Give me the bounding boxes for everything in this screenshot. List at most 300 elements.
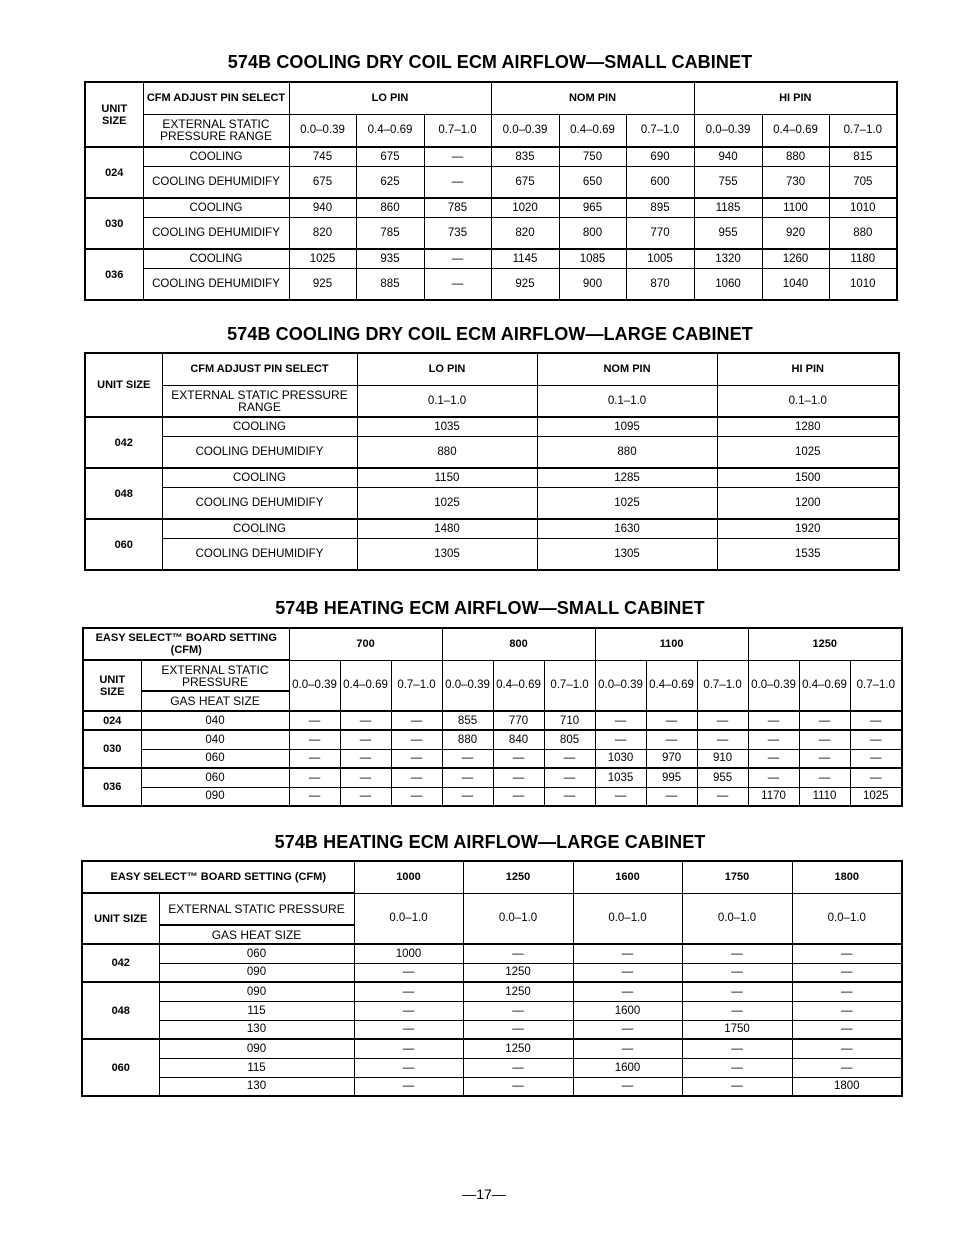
airflow-value: 1320 [694, 249, 762, 268]
gas-heat-size-cell: 060 [141, 749, 289, 768]
range-header: 0.0–1.0 [354, 893, 463, 944]
airflow-value: 1040 [762, 268, 829, 300]
range-header: 0.4–0.69 [762, 114, 829, 147]
esp-header: EXTERNAL STATIC PRESSURE [159, 893, 354, 925]
gas-heat-size-cell: 090 [141, 787, 289, 806]
airflow-value: — [799, 730, 850, 749]
airflow-value: — [391, 730, 442, 749]
airflow-value: — [391, 768, 442, 787]
table-row [85, 217, 897, 249]
range-header: 0.4–0.69 [493, 660, 544, 711]
airflow-value: 1035 [595, 768, 646, 787]
airflow-value: 840 [493, 730, 544, 749]
unit-size-cell: 048 [82, 982, 159, 1039]
unit-size-cell: 060 [82, 1039, 159, 1096]
airflow-value: — [340, 711, 391, 730]
airflow-value: 1285 [537, 468, 717, 487]
table-row [82, 963, 902, 982]
airflow-value: 920 [762, 217, 829, 249]
cfm-adjust-header: CFM ADJUST PIN SELECT [143, 82, 289, 114]
airflow-value: — [424, 147, 491, 166]
table-row [82, 1058, 902, 1077]
airflow-value: 675 [356, 147, 424, 166]
pin-header: LO PIN [289, 82, 491, 114]
airflow-value: — [289, 711, 340, 730]
gas-heat-size-cell: 060 [159, 944, 354, 963]
table-row [85, 538, 899, 570]
airflow-value: 745 [289, 147, 356, 166]
airflow-value: 1150 [357, 468, 537, 487]
airflow-value: — [682, 944, 792, 963]
airflow-value: 925 [289, 268, 356, 300]
airflow-value: — [442, 749, 493, 768]
airflow-value: 1250 [463, 1039, 573, 1058]
airflow-value: 770 [626, 217, 694, 249]
airflow-value: — [595, 711, 646, 730]
easy-select-header: EASY SELECT™ BOARD SETTING (CFM) [83, 628, 289, 660]
airflow-value: 940 [289, 198, 356, 217]
airflow-value: 860 [356, 198, 424, 217]
airflow-value: — [573, 944, 682, 963]
airflow-value: 895 [626, 198, 694, 217]
mode-cell: COOLING [162, 468, 357, 487]
airflow-value: — [354, 1039, 463, 1058]
table-row [85, 417, 899, 436]
airflow-value: — [463, 1020, 573, 1039]
mode-cell: COOLING DEHUMIDIFY [143, 166, 289, 198]
range-header: 0.4–0.69 [356, 114, 424, 147]
airflow-value: 690 [626, 147, 694, 166]
table1-title: 574B COOLING DRY COIL ECM AIRFLOW—SMALL CABINET [227, 52, 753, 72]
range-header: 0.7–1.0 [391, 660, 442, 711]
airflow-value: 1005 [626, 249, 694, 268]
airflow-value: 965 [559, 198, 626, 217]
unit-size-cell: 048 [85, 468, 162, 519]
table-row [83, 749, 902, 768]
airflow-value: 1480 [357, 519, 537, 538]
airflow-value: 785 [356, 217, 424, 249]
airflow-value: 1000 [354, 944, 463, 963]
airflow-value: 955 [694, 217, 762, 249]
unit-size-cell: 030 [85, 198, 143, 249]
table-row [85, 166, 897, 198]
page-number: —17— [462, 1186, 506, 1202]
airflow-value: 900 [559, 268, 626, 300]
airflow-value: 1025 [717, 436, 899, 468]
airflow-value: 675 [289, 166, 356, 198]
table-row [82, 944, 902, 963]
esp-range-header: EXTERNAL STATIC PRESSURE RANGE [143, 114, 289, 147]
airflow-value: 1095 [537, 417, 717, 436]
range-header: 0.0–0.39 [442, 660, 493, 711]
pin-header: HI PIN [717, 353, 899, 385]
airflow-value: — [850, 711, 902, 730]
range-header: 0.7–1.0 [697, 660, 748, 711]
airflow-value: 815 [829, 147, 897, 166]
table2-title: 574B COOLING DRY COIL ECM AIRFLOW—LARGE CABINET [227, 324, 753, 344]
airflow-value: — [289, 787, 340, 806]
range-header: 0.7–1.0 [626, 114, 694, 147]
airflow-value: — [544, 768, 595, 787]
cooling-small-cabinet-table [84, 81, 898, 301]
airflow-value: 870 [626, 268, 694, 300]
cooling-large-cabinet-table [84, 352, 900, 571]
airflow-value: 1535 [717, 538, 899, 570]
airflow-value: — [391, 787, 442, 806]
range-header: 0.4–0.69 [646, 660, 697, 711]
airflow-value: — [682, 963, 792, 982]
airflow-value: 785 [424, 198, 491, 217]
airflow-value: 1025 [537, 487, 717, 519]
unit-size-cell: 060 [85, 519, 162, 570]
airflow-value: — [697, 711, 748, 730]
airflow-value: 1010 [829, 198, 897, 217]
airflow-value: 1305 [537, 538, 717, 570]
setting-header: 1250 [748, 628, 902, 660]
airflow-value: — [340, 730, 391, 749]
setting-header: 1600 [573, 861, 682, 893]
airflow-value: 1600 [573, 1058, 682, 1077]
unit-size-header: UNIT SIZE [85, 353, 162, 417]
airflow-value: 730 [762, 166, 829, 198]
airflow-value: — [391, 711, 442, 730]
airflow-value: 940 [694, 147, 762, 166]
airflow-value: — [595, 787, 646, 806]
airflow-value: 1600 [573, 1001, 682, 1020]
airflow-value: — [442, 768, 493, 787]
airflow-value: 755 [694, 166, 762, 198]
airflow-value: 1085 [559, 249, 626, 268]
airflow-value: — [573, 1039, 682, 1058]
airflow-value: — [792, 1001, 902, 1020]
airflow-value: — [289, 730, 340, 749]
range-header: 0.1–1.0 [537, 385, 717, 417]
mode-cell: COOLING DEHUMIDIFY [162, 436, 357, 468]
airflow-value: — [340, 749, 391, 768]
pin-header: NOM PIN [491, 82, 694, 114]
airflow-value: — [424, 249, 491, 268]
airflow-value: 1630 [537, 519, 717, 538]
table-row [83, 711, 902, 730]
range-header: 0.0–0.39 [289, 114, 356, 147]
unit-size-cell: 036 [83, 768, 141, 806]
airflow-value: — [573, 1077, 682, 1096]
airflow-value: 820 [289, 217, 356, 249]
airflow-value: — [573, 1020, 682, 1039]
range-header: 0.0–1.0 [792, 893, 902, 944]
airflow-value: — [792, 944, 902, 963]
setting-header: 800 [442, 628, 595, 660]
airflow-value: 835 [491, 147, 559, 166]
airflow-value: 855 [442, 711, 493, 730]
airflow-value: 805 [544, 730, 595, 749]
airflow-value: — [682, 1077, 792, 1096]
airflow-value: — [354, 1001, 463, 1020]
mode-cell: COOLING DEHUMIDIFY [143, 217, 289, 249]
airflow-value: — [697, 730, 748, 749]
airflow-value: — [354, 1077, 463, 1096]
airflow-value: 650 [559, 166, 626, 198]
table-row [82, 1001, 902, 1020]
table-row [85, 436, 899, 468]
mode-cell: COOLING [143, 147, 289, 166]
table-row [83, 787, 902, 806]
airflow-value: — [340, 768, 391, 787]
airflow-value: — [463, 1001, 573, 1020]
airflow-value: — [697, 787, 748, 806]
airflow-value: — [595, 730, 646, 749]
airflow-value: 1750 [682, 1020, 792, 1039]
airflow-value: — [850, 768, 902, 787]
airflow-value: 675 [491, 166, 559, 198]
heating-large-cabinet-table [81, 860, 903, 1097]
mode-cell: COOLING DEHUMIDIFY [162, 538, 357, 570]
airflow-value: 955 [697, 768, 748, 787]
unit-size-header: UNIT SIZE [83, 660, 141, 711]
airflow-value: 880 [537, 436, 717, 468]
unit-size-header: UNIT SIZE [85, 82, 143, 147]
range-header: 0.4–0.69 [559, 114, 626, 147]
airflow-value: — [748, 768, 799, 787]
gas-heat-size-cell: 040 [141, 711, 289, 730]
unit-size-cell: 024 [83, 711, 141, 730]
airflow-value: — [682, 982, 792, 1001]
airflow-value: — [442, 787, 493, 806]
mode-cell: COOLING [162, 417, 357, 436]
setting-header: 700 [289, 628, 442, 660]
range-header: 0.0–1.0 [682, 893, 792, 944]
airflow-value: — [792, 1058, 902, 1077]
gas-heat-size-cell: 090 [159, 1039, 354, 1058]
mode-cell: COOLING [143, 249, 289, 268]
airflow-value: 970 [646, 749, 697, 768]
airflow-value: — [792, 982, 902, 1001]
airflow-value: — [792, 1020, 902, 1039]
mode-cell: COOLING DEHUMIDIFY [143, 268, 289, 300]
airflow-value: 1010 [829, 268, 897, 300]
unit-size-cell: 024 [85, 147, 143, 198]
setting-header: 1100 [595, 628, 748, 660]
airflow-value: — [493, 749, 544, 768]
table-row [83, 768, 902, 787]
airflow-value: — [573, 982, 682, 1001]
pin-header: HI PIN [694, 82, 897, 114]
airflow-value: 625 [356, 166, 424, 198]
airflow-value: — [850, 749, 902, 768]
setting-header: 1800 [792, 861, 902, 893]
table-row [85, 198, 897, 217]
airflow-value: 710 [544, 711, 595, 730]
airflow-value: 1250 [463, 963, 573, 982]
gas-heat-size-cell: 115 [159, 1058, 354, 1077]
airflow-value: — [354, 1058, 463, 1077]
mode-cell: COOLING [143, 198, 289, 217]
range-header: 0.4–0.69 [340, 660, 391, 711]
airflow-value: 705 [829, 166, 897, 198]
gas-heat-size-cell: 090 [159, 963, 354, 982]
airflow-value: 820 [491, 217, 559, 249]
airflow-value: — [799, 768, 850, 787]
gas-heat-size-cell: 060 [141, 768, 289, 787]
airflow-value: 885 [356, 268, 424, 300]
airflow-value: 800 [559, 217, 626, 249]
range-header: 0.7–1.0 [424, 114, 491, 147]
airflow-value: 1030 [595, 749, 646, 768]
table-row [85, 249, 897, 268]
airflow-value: — [748, 749, 799, 768]
airflow-value: 735 [424, 217, 491, 249]
mode-cell: COOLING [162, 519, 357, 538]
airflow-value: — [289, 768, 340, 787]
airflow-value: 750 [559, 147, 626, 166]
airflow-value: — [792, 1039, 902, 1058]
airflow-value: 600 [626, 166, 694, 198]
airflow-value: 880 [442, 730, 493, 749]
airflow-value: — [792, 963, 902, 982]
gas-heat-size-header: GAS HEAT SIZE [159, 925, 354, 944]
airflow-value: 1025 [850, 787, 902, 806]
setting-header: 1250 [463, 861, 573, 893]
unit-size-header: UNIT SIZE [82, 893, 159, 944]
gas-heat-size-cell: 115 [159, 1001, 354, 1020]
cfm-adjust-header: CFM ADJUST PIN SELECT [162, 353, 357, 385]
airflow-value: — [354, 963, 463, 982]
table-row [83, 730, 902, 749]
unit-size-cell: 042 [82, 944, 159, 982]
range-header: 0.0–0.39 [491, 114, 559, 147]
range-header: 0.0–0.39 [595, 660, 646, 711]
airflow-value: — [544, 749, 595, 768]
airflow-value: 1110 [799, 787, 850, 806]
airflow-value: 1025 [357, 487, 537, 519]
airflow-value: 1920 [717, 519, 899, 538]
range-header: 0.7–1.0 [829, 114, 897, 147]
setting-header: 1750 [682, 861, 792, 893]
airflow-value: — [799, 711, 850, 730]
range-header: 0.0–0.39 [289, 660, 340, 711]
mode-cell: COOLING DEHUMIDIFY [162, 487, 357, 519]
range-header: 0.7–1.0 [544, 660, 595, 711]
gas-heat-size-cell: 040 [141, 730, 289, 749]
gas-heat-size-cell: 090 [159, 982, 354, 1001]
airflow-value: — [682, 1058, 792, 1077]
airflow-value: 880 [829, 217, 897, 249]
airflow-value: 1260 [762, 249, 829, 268]
setting-header: 1000 [354, 861, 463, 893]
airflow-value: 1100 [762, 198, 829, 217]
airflow-value: — [573, 963, 682, 982]
table-row [82, 1077, 902, 1096]
pin-header: LO PIN [357, 353, 537, 385]
airflow-value: — [850, 730, 902, 749]
easy-select-header: EASY SELECT™ BOARD SETTING (CFM) [82, 861, 354, 893]
airflow-value: — [544, 787, 595, 806]
airflow-value: — [646, 787, 697, 806]
table-row [85, 147, 897, 166]
airflow-value: 770 [493, 711, 544, 730]
airflow-value: 925 [491, 268, 559, 300]
unit-size-cell: 030 [83, 730, 141, 768]
airflow-value: — [463, 1058, 573, 1077]
airflow-value: — [354, 1020, 463, 1039]
airflow-value: 1145 [491, 249, 559, 268]
esp-header: EXTERNAL STATIC PRESSURE [141, 660, 289, 691]
airflow-value: 1500 [717, 468, 899, 487]
airflow-value: — [646, 730, 697, 749]
range-header: 0.0–1.0 [463, 893, 573, 944]
range-header: 0.0–0.39 [748, 660, 799, 711]
airflow-value: — [391, 749, 442, 768]
table-row [85, 487, 899, 519]
unit-size-cell: 042 [85, 417, 162, 468]
airflow-value: 1035 [357, 417, 537, 436]
gas-heat-size-cell: 130 [159, 1020, 354, 1039]
airflow-value: — [354, 982, 463, 1001]
airflow-value: — [463, 1077, 573, 1096]
gas-heat-size-header: GAS HEAT SIZE [141, 691, 289, 711]
gas-heat-size-cell: 130 [159, 1077, 354, 1096]
range-header: 0.0–0.39 [694, 114, 762, 147]
airflow-value: 1280 [717, 417, 899, 436]
airflow-value: 880 [357, 436, 537, 468]
airflow-value: 1800 [792, 1077, 902, 1096]
table4-title: 574B HEATING ECM AIRFLOW—LARGE CABINET [274, 832, 706, 852]
airflow-value: 910 [697, 749, 748, 768]
airflow-value: 995 [646, 768, 697, 787]
airflow-value: 935 [356, 249, 424, 268]
airflow-value: — [646, 711, 697, 730]
airflow-value: 1305 [357, 538, 537, 570]
airflow-value: — [682, 1039, 792, 1058]
range-header: 0.1–1.0 [717, 385, 899, 417]
airflow-value: — [799, 749, 850, 768]
airflow-value: — [748, 730, 799, 749]
table-row [82, 1039, 902, 1058]
airflow-value: — [424, 268, 491, 300]
pin-header: NOM PIN [537, 353, 717, 385]
unit-size-cell: 036 [85, 249, 143, 300]
table3-title: 574B HEATING ECM AIRFLOW—SMALL CABINET [275, 598, 705, 618]
airflow-value: — [340, 787, 391, 806]
airflow-value: — [289, 749, 340, 768]
airflow-value: — [748, 711, 799, 730]
range-header: 0.0–1.0 [573, 893, 682, 944]
range-header: 0.7–1.0 [850, 660, 902, 711]
range-header: 0.4–0.69 [799, 660, 850, 711]
range-header: 0.1–1.0 [357, 385, 537, 417]
table-row [82, 1020, 902, 1039]
airflow-value: 880 [762, 147, 829, 166]
airflow-value: 1060 [694, 268, 762, 300]
heating-small-cabinet-table [82, 627, 903, 807]
table-row [82, 982, 902, 1001]
airflow-value: — [682, 1001, 792, 1020]
airflow-value: — [493, 787, 544, 806]
table-row [85, 519, 899, 538]
airflow-value: — [463, 944, 573, 963]
table-row [85, 468, 899, 487]
table-row [85, 268, 897, 300]
airflow-value: — [493, 768, 544, 787]
airflow-value: 1025 [289, 249, 356, 268]
airflow-value: 1020 [491, 198, 559, 217]
airflow-value: 1250 [463, 982, 573, 1001]
airflow-value: 1185 [694, 198, 762, 217]
airflow-value: 1200 [717, 487, 899, 519]
airflow-value: 1180 [829, 249, 897, 268]
airflow-value: — [424, 166, 491, 198]
airflow-value: 1170 [748, 787, 799, 806]
